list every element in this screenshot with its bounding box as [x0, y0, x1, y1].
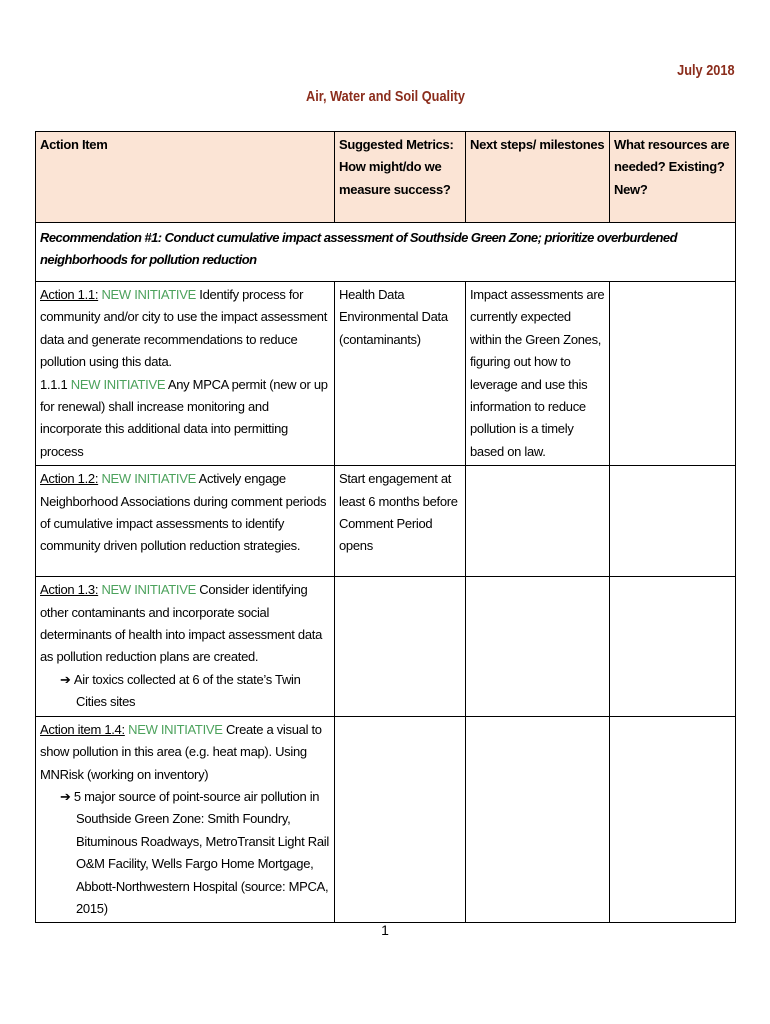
initiative-tag: NEW INITIATIVE	[101, 287, 196, 302]
bullet-item	[40, 786, 330, 920]
action-label: Action 1.2:	[40, 471, 99, 487]
action-cell	[36, 282, 335, 466]
resources-cell	[610, 466, 736, 577]
action-table	[35, 131, 736, 923]
page-number: 1	[381, 922, 389, 938]
recommendation-text: Recommendation #1: Conduct cumulative impact assessment of Southside Green Zone; prioritize overburdened neighborhoods for pollution reduction	[40, 230, 677, 268]
metric-item: Environmental Data	[339, 309, 448, 325]
col-header-next-steps-text: Next steps/ milestones	[470, 137, 605, 152]
action-description	[40, 579, 330, 669]
next-steps-cell	[466, 466, 610, 577]
next-steps-cell	[466, 577, 610, 716]
col-header-resources	[610, 132, 736, 223]
col-header-action-item	[36, 132, 335, 223]
col-header-resources-text: What resources are needed? Existing? New?	[614, 137, 730, 197]
action-label: Action 1.3:	[40, 582, 99, 598]
action-label: Action item 1.4:	[40, 721, 125, 737]
metrics-cell	[335, 466, 466, 577]
table-row	[36, 466, 736, 577]
initiative-tag: NEW INITIATIVE	[101, 582, 196, 598]
metric-text: Start engagement at least 6 months before Comment Period opens	[339, 471, 458, 554]
document-title	[0, 88, 770, 105]
col-header-metrics	[335, 132, 466, 223]
next-steps-cell	[466, 716, 610, 923]
sub-action-text: Any MPCA permit (new or up for renewal) shall increase monitoring and incorporate this additional data into permitting process	[40, 376, 328, 459]
action-description	[40, 468, 330, 558]
initiative-tag: NEW INITIATIVE	[128, 721, 223, 737]
metric-item: (contaminants)	[339, 331, 421, 347]
bullet-text: 5 major source of point-source air pollution in Southside Green Zone: Smith Foundry, Bituminous Roadways, MetroTransit Light Rail O&M Facility, Wells Fargo Home Mortgage, Abbott-Northwestern Hospital (source: MPCA, 2015)	[73, 788, 329, 916]
action-description	[40, 284, 330, 463]
action-text: Identify process for community and/or city to use the impact assessment data and generate recommendations to reduce pollution using this data.	[40, 287, 328, 370]
action-text: Create a visual to show pollution in this area (e.g. heat map). Using MNRisk (working on inventory)	[40, 721, 322, 782]
col-header-next-steps	[466, 132, 610, 223]
table-row	[36, 716, 736, 923]
resources-cell	[610, 282, 736, 466]
recommendation-row	[36, 223, 736, 282]
right-arrow-icon: ➔	[60, 788, 74, 804]
action-text: Actively engage Neighborhood Associations during comment periods of cumulative impact assessments to identify community driven pollution reduction strategies.	[40, 471, 327, 554]
initiative-tag: NEW INITIATIVE	[101, 471, 196, 487]
next-steps-text: Impact assessments are currently expected within the Green Zones, figuring out how to leverage and use this information to reduce pollution is a timely based on law.	[470, 287, 605, 459]
bullet-text: Air toxics collected at 6 of the state’s Twin Cities sites	[73, 671, 301, 710]
initiative-tag: NEW INITIATIVE	[70, 376, 166, 392]
table-row	[36, 282, 736, 466]
recommendation-cell	[36, 223, 736, 282]
metrics-cell	[335, 716, 466, 923]
action-cell	[36, 716, 335, 923]
right-arrow-icon: ➔	[60, 671, 74, 687]
table-header-row	[36, 132, 736, 223]
bullet-item	[40, 669, 330, 714]
metrics-cell	[335, 577, 466, 716]
metrics-cell	[335, 282, 466, 466]
next-steps-cell	[466, 282, 610, 466]
table-row	[36, 577, 736, 716]
document-date: July 2018	[677, 62, 735, 79]
sub-action-label: 1.1.1	[40, 376, 68, 392]
document-title-text: Air, Water and Soil Quality	[305, 88, 465, 105]
metric-item: Health Data	[339, 287, 405, 302]
action-cell	[36, 577, 335, 716]
action-description	[40, 719, 330, 786]
action-text: Consider identifying other contaminants and incorporate social determinants of health into impact assessment data as pollution reduction plans are created.	[40, 582, 322, 665]
resources-cell	[610, 716, 736, 923]
col-header-metrics-text: Suggested Metrics: How might/do we measure success?	[339, 137, 454, 197]
action-label: Action 1.1:	[40, 287, 99, 302]
action-cell	[36, 466, 335, 577]
resources-cell	[610, 577, 736, 716]
col-header-action-item-text: Action Item	[40, 137, 108, 152]
